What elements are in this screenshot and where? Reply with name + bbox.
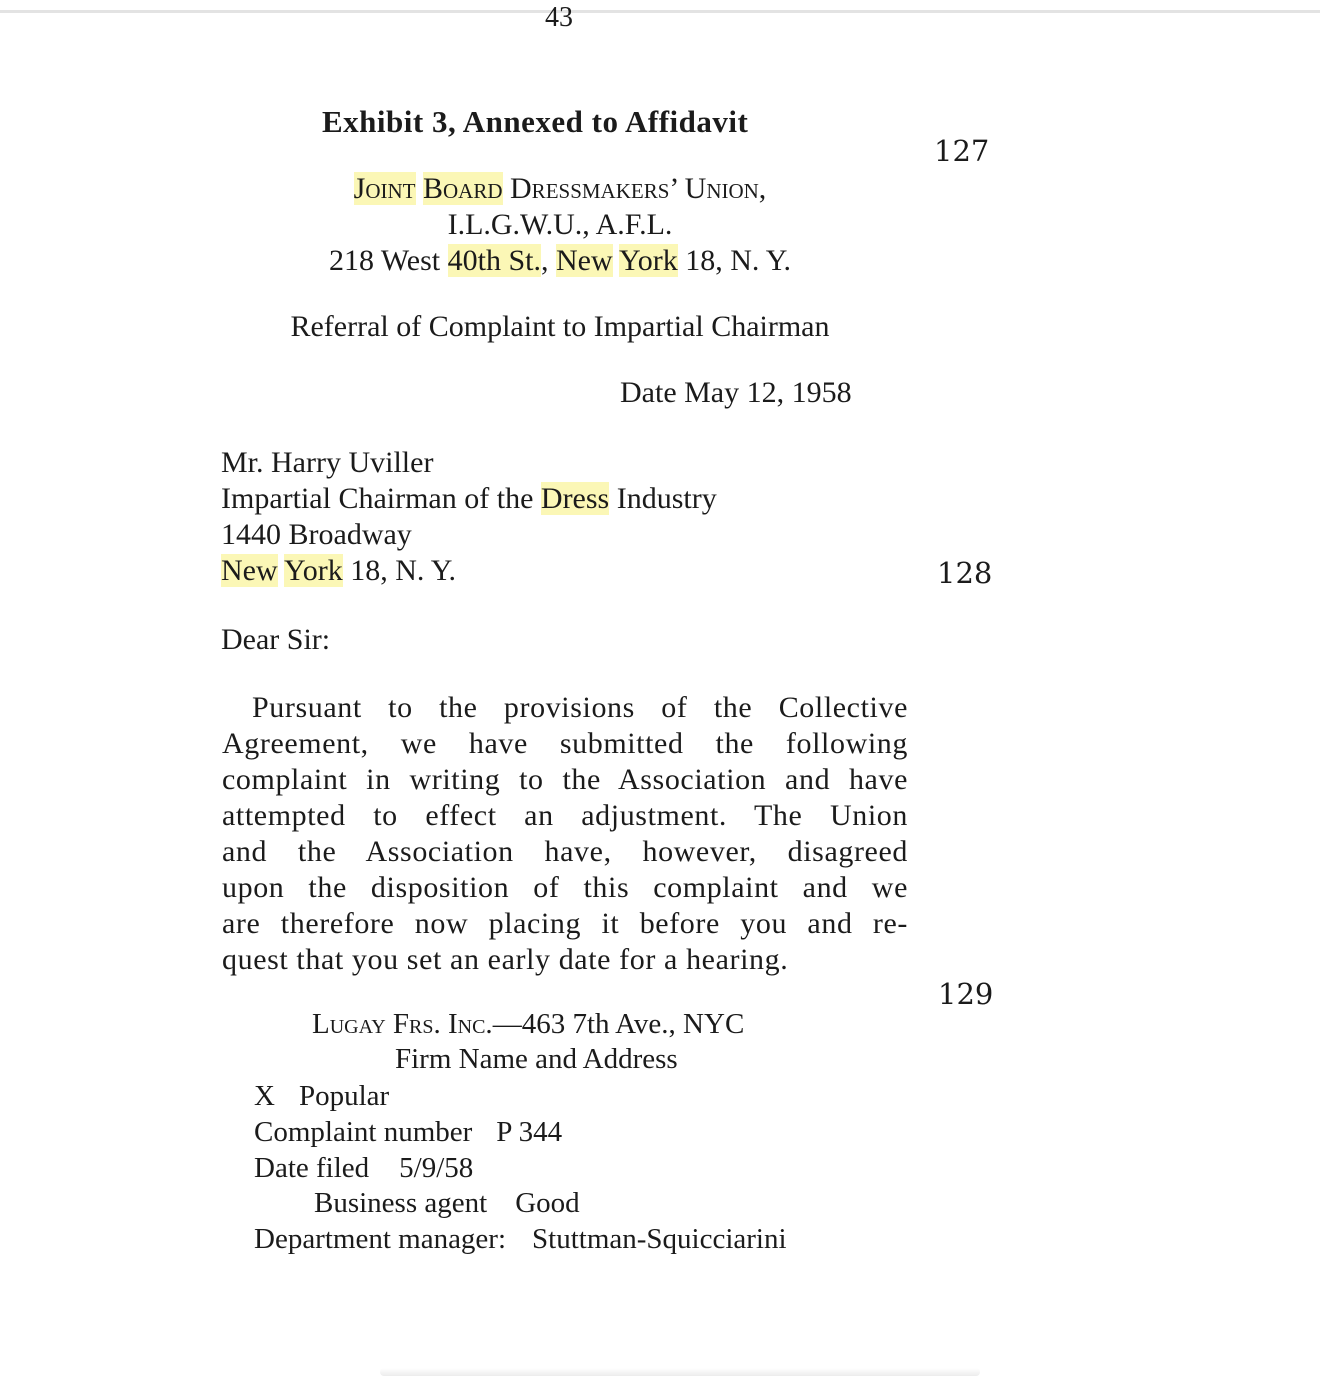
business-agent-row	[314, 1187, 580, 1220]
category-row	[254, 1080, 389, 1113]
complaint-number-label: Complaint number	[254, 1116, 473, 1148]
margin-number-128: 128	[937, 556, 993, 590]
date-filed-label: Date filed	[254, 1152, 370, 1184]
recipient-title	[221, 482, 717, 516]
margin-number-129: 129	[938, 977, 994, 1011]
viewer-bottom-edge	[380, 1368, 980, 1376]
body-line: Pursuant to the provisions of the Collective	[252, 691, 908, 724]
letterhead-address	[230, 244, 890, 278]
org-word-union: Union,	[684, 172, 767, 205]
recipient-zip: 18, N. Y.	[350, 554, 457, 587]
department-manager-value: Stuttman-Squicciarini	[532, 1223, 787, 1255]
highlight-joint: Joint	[353, 172, 416, 205]
business-agent-label: Business agent	[314, 1187, 488, 1219]
letterhead-affiliation: I.L.G.W.U., A.F.L.	[447, 208, 673, 241]
letter-subject: Referral of Complaint to Impartial Chairman	[290, 310, 830, 343]
body-line: complaint in writing to the Association and have	[222, 763, 908, 796]
firm-address: —463 7th Ave., NYC	[492, 1008, 745, 1040]
body-line: Agreement, we have submitted the following	[222, 727, 908, 760]
body-paragraph	[222, 690, 908, 978]
department-manager-row	[254, 1223, 787, 1256]
body-line: are therefore now placing it before you and re-	[222, 907, 908, 940]
address-comma: ,	[541, 244, 549, 277]
date-filed-value: 5/9/58	[399, 1152, 474, 1184]
letter-date: Date May 12, 1958	[620, 376, 852, 409]
address-zip: 18, N. Y.	[685, 244, 792, 277]
body-line: and the Association have, however, disagreed	[222, 835, 908, 868]
recipient-title-prefix: Impartial Chairman of the	[221, 482, 534, 515]
highlight-york: York	[284, 554, 343, 587]
letterhead-organization	[230, 172, 890, 206]
recipient-name: Mr. Harry Uviller	[221, 446, 434, 479]
body-line: attempted to effect an adjustment. The Union	[222, 799, 908, 832]
body-line: quest that you set an early date for a hearing.	[222, 943, 789, 976]
department-manager-label: Department manager:	[254, 1223, 507, 1255]
recipient-title-suffix: Industry	[616, 482, 717, 515]
business-agent-value: Good	[515, 1187, 580, 1219]
highlight-york: York	[619, 244, 678, 277]
salutation: Dear Sir:	[221, 623, 331, 656]
body-line: upon the disposition of this complaint and we	[222, 871, 908, 904]
highlight-new: New	[221, 554, 278, 587]
complaint-number-row	[254, 1116, 562, 1149]
recipient-street: 1440 Broadway	[221, 518, 412, 551]
highlight-dress: Dress	[540, 482, 610, 515]
firm-name: Lugay Frs. Inc.	[312, 1008, 493, 1040]
exhibit-title: Exhibit 3, Annexed to Affidavit	[322, 104, 749, 139]
firm-name-address	[312, 1008, 744, 1041]
org-word-dressmakers: Dressmakers’	[510, 172, 678, 205]
margin-number-127: 127	[934, 134, 990, 168]
highlight-new: New	[556, 244, 613, 277]
complaint-number-value: P 344	[496, 1116, 563, 1148]
highlight-board: Board	[423, 172, 503, 205]
viewer-top-edge	[0, 10, 1320, 13]
address-street-prefix: 218 West	[328, 244, 441, 277]
firm-caption: Firm Name and Address	[395, 1043, 678, 1075]
category-value: Popular	[298, 1080, 390, 1112]
check-mark: X	[254, 1080, 275, 1112]
date-filed-row	[254, 1152, 473, 1185]
page-number: 43	[545, 2, 573, 33]
recipient-city	[221, 554, 456, 588]
highlight-40th-st: 40th St.	[447, 244, 541, 277]
